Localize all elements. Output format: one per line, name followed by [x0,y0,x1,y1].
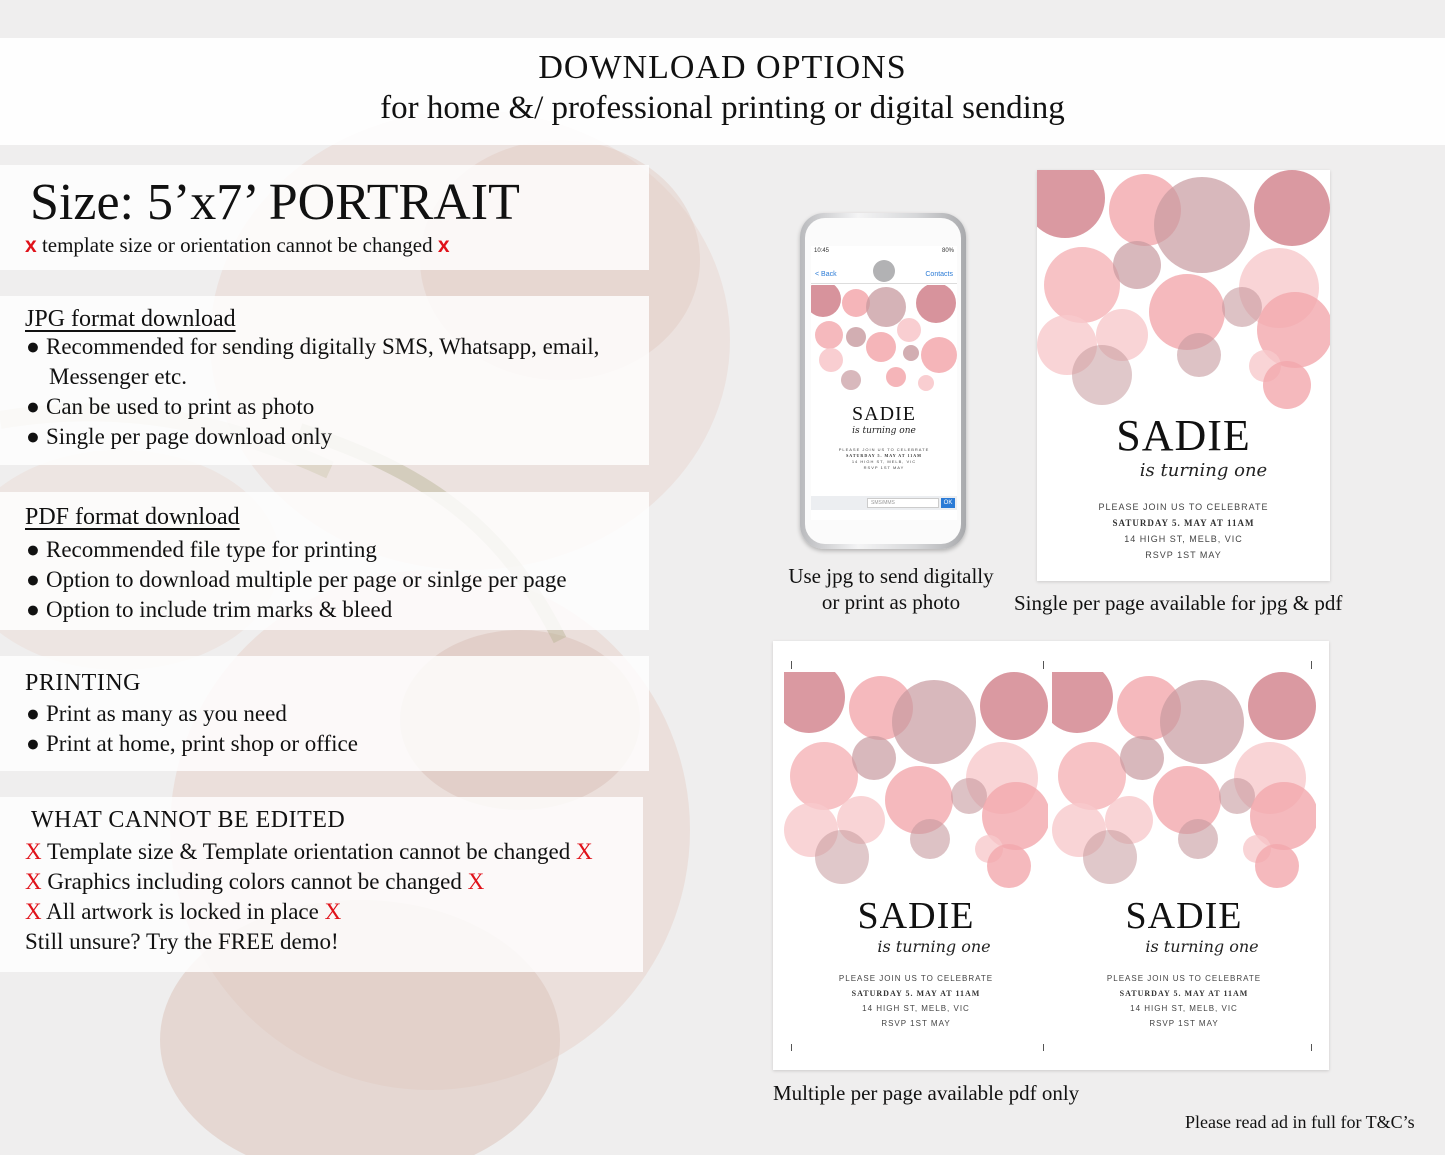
x-mark-icon: X [575,839,593,864]
size-note [25,233,450,258]
trim-mark [791,661,792,669]
restriction-item: X Graphics including colors cannot be changed X [25,869,485,894]
message-nav-bar [811,258,957,284]
jpg-heading: JPG format download [25,306,236,332]
invitation-line: 14 HIGH ST, MELB, VIC [1124,534,1243,544]
cannot-edit-panel [0,797,643,972]
list-item: ● Option to include trim marks & bleed [26,597,393,622]
bullet-icon: ● [26,701,40,726]
back-button[interactable]: < Back [815,271,837,278]
terms-footnote: Please read ad in full for T&C’s [1185,1112,1415,1132]
multiple-caption: Multiple per page available pdf only [773,1081,1080,1105]
page-title: DOWNLOAD OPTIONS [538,49,907,86]
message-bar [811,496,957,510]
single-invitation-card [1037,170,1330,581]
jpg-panel [0,296,649,465]
bullet-icon: ● [26,394,40,419]
x-mark-icon: X [467,869,485,894]
invitation-line: RSVP 1ST MAY [863,465,905,470]
restriction-item: X Template size & Template orientation cannot be changed X [25,839,593,864]
trim-mark [1311,1043,1312,1051]
size-panel [0,165,649,270]
bullet-icon: ● [26,424,40,449]
pdf-heading: PDF format download [25,504,240,530]
bullet-icon: ● [26,334,40,359]
caption-line: or print as photo [821,590,961,614]
size-note-text: template size or orientation cannot be changed [41,233,433,257]
status-time: 10:45 [814,248,830,254]
invitation-script: is turning one [852,426,916,436]
multi-invitation-card [1052,672,1316,1044]
invitation-line: PLEASE JOIN US TO CELEBRATE [1106,974,1262,983]
avatar [873,260,895,282]
bullet-icon: ● [26,597,40,622]
invitation-line: RSVP 1ST MAY [881,1019,951,1028]
trim-mark [791,1043,792,1051]
invitation-line: PLEASE JOIN US TO CELEBRATE [1098,502,1269,512]
size-title: Size: 5’x7’ PORTRAIT [30,174,520,231]
invitation-line: SATURDAY 5. MAY AT 11AM [1112,518,1255,528]
invitation-script: is turning one [877,937,991,956]
invitation-script: is turning one [1139,460,1268,481]
list-item-continued: Messenger etc. [49,364,187,389]
x-mark-icon: X [324,899,342,924]
invitation-name: SADIE [1125,895,1243,937]
restriction-item: X All artwork is locked in place X [25,899,342,924]
x-mark-icon: X [25,899,42,924]
contacts-button[interactable]: Contacts [925,271,953,278]
list-item: ● Can be used to print as photo [26,394,315,419]
pdf-panel [0,492,649,630]
status-bar [811,246,957,258]
invitation-line: SATURDAY 5. MAY AT 11AM [846,453,922,458]
single-caption: Single per page available for jpg & pdf [1014,591,1343,615]
trim-mark [1043,661,1044,669]
list-item: ● Recommended for sending digitally SMS, Whatsapp, email, [26,334,600,359]
bullet-icon: ● [26,731,40,756]
x-mark-icon: x [437,234,450,257]
send-ok-button[interactable]: OK [941,498,955,508]
list-item: ● Recommended file type for printing [26,537,377,562]
list-item: ● Print as many as you need [26,701,287,726]
bullet-icon: ● [26,567,40,592]
printing-heading: PRINTING [25,670,141,696]
invitation-line: RSVP 1ST MAY [1145,550,1222,560]
status-battery: 80% [941,248,954,254]
phone-caption [775,564,1007,615]
invitation-name: SADIE [857,895,975,937]
header-band [0,38,1445,145]
phone-invitation-card [811,285,957,490]
demo-note: Still unsure? Try the FREE demo! [25,929,339,954]
printing-panel [0,656,649,771]
cannot-edit-heading: WHAT CANNOT BE EDITED [31,807,346,833]
invitation-line: 14 HIGH ST, MELB, VIC [851,459,917,464]
invitation-line: SATURDAY 5. MAY AT 11AM [851,989,981,998]
invitation-line: SATURDAY 5. MAY AT 11AM [1119,989,1249,998]
invitation-line: RSVP 1ST MAY [1149,1019,1219,1028]
invitation-line: PLEASE JOIN US TO CELEBRATE [838,974,994,983]
invitation-name: SADIE [852,403,916,425]
list-item: ● Option to download multiple per page or sinlge per page [26,567,567,592]
list-item: ● Print at home, print shop or office [26,731,358,756]
invitation-line: 14 HIGH ST, MELB, VIC [862,1004,970,1013]
invitation-script: is turning one [1145,937,1259,956]
phone-mockup [800,213,966,549]
invitation-line: PLEASE JOIN US TO CELEBRATE [838,447,930,452]
page-subtitle: for home &/ professional printing or digital sending [380,90,1065,126]
trim-mark [1043,1043,1044,1051]
caption-line: Use jpg to send digitally [788,564,994,588]
phone-screen [811,246,957,520]
multi-invitation-card [784,672,1048,1044]
invitation-name: SADIE [1116,411,1251,460]
x-mark-icon: x [25,234,37,257]
trim-mark [1311,661,1312,669]
list-item: ● Single per page download only [26,424,333,449]
x-mark-icon: X [25,869,42,894]
x-mark-icon: X [25,839,42,864]
invitation-line: 14 HIGH ST, MELB, VIC [1130,1004,1238,1013]
bullet-icon: ● [26,537,40,562]
message-input[interactable]: SMS/MMS [867,498,939,508]
